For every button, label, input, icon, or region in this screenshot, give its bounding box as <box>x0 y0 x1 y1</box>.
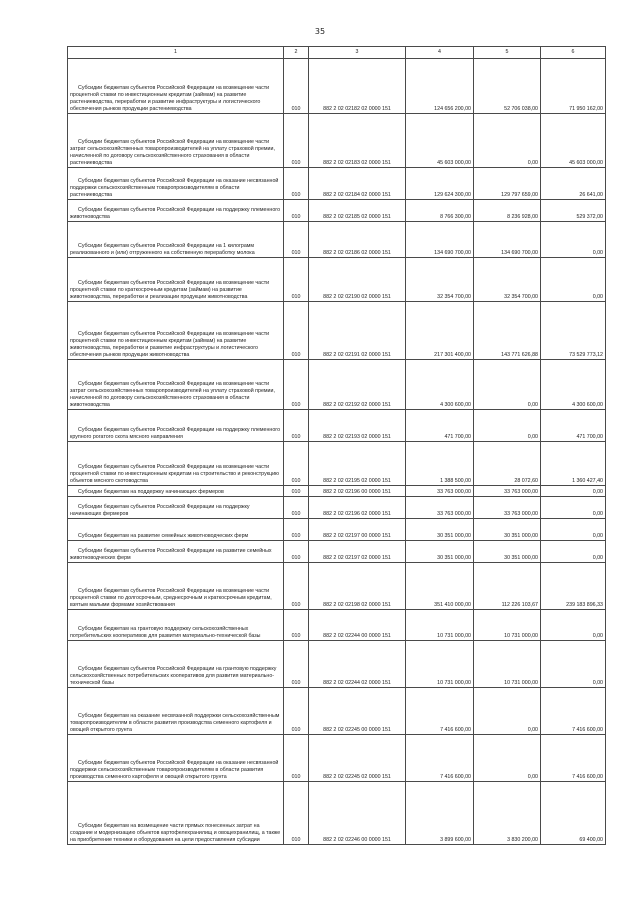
budget-code-cell: 882 2 02 02186 02 0000 151 <box>309 222 406 258</box>
planned-amount-cell: 10 731 000,00 <box>406 641 474 688</box>
budget-code-cell: 882 2 02 02245 00 0000 151 <box>309 688 406 735</box>
remaining-amount-cell: 0,00 <box>541 222 606 258</box>
subsidy-name-cell: Субсидии бюджетам на возмещение части прямых понесенных затрат на создание и модернизацию объектов картофелехранилищ и овощехранилищ, а также на приобретение техники и оборудования на цели предоставления субсидии <box>68 782 284 845</box>
planned-amount-cell: 45 603 000,00 <box>406 114 474 168</box>
subsidy-name-cell: Субсидии бюджетам на развитие семейных животноводческих ферм <box>68 519 284 541</box>
budget-code-cell: 882 2 02 02195 02 0000 151 <box>309 442 406 486</box>
executed-amount-cell: 0,00 <box>474 410 541 442</box>
remaining-amount-cell: 0,00 <box>541 258 606 302</box>
budget-code-cell: 882 2 02 02190 02 0000 151 <box>309 258 406 302</box>
planned-amount-cell: 217 301 400,00 <box>406 302 474 360</box>
subsidy-name-cell: Субсидии бюджетам субъектов Российской Федерации на возмещение части процентной ставки по инвестиционным кредитам (займам) на развитие животноводства, переработки и развитие инфраструктуры и логистического обеспечения рынков продукции животноводства <box>68 302 284 360</box>
planned-amount-cell: 129 624 300,00 <box>406 168 474 200</box>
table-row <box>68 688 606 735</box>
table-row <box>68 222 606 258</box>
subsidy-name-cell: Субсидии бюджетам субъектов Российской Федерации на поддержку племенного животноводства <box>68 200 284 222</box>
line-code-cell: 010 <box>284 442 309 486</box>
line-code-cell: 010 <box>284 410 309 442</box>
table-row <box>68 735 606 782</box>
planned-amount-cell: 33 763 000,00 <box>406 486 474 497</box>
budget-table <box>67 46 606 845</box>
line-code-cell: 010 <box>284 541 309 563</box>
planned-amount-cell: 3 899 600,00 <box>406 782 474 845</box>
planned-amount-cell: 33 763 000,00 <box>406 497 474 519</box>
table-row <box>68 59 606 114</box>
subsidy-name-cell: Субсидии бюджетам субъектов Российской Федерации на грантовую поддержку сельскохозяйственных потребительских кооперативов для развития материально-технической базы <box>68 641 284 688</box>
table-row <box>68 641 606 688</box>
subsidy-name-cell: Субсидии бюджетам субъектов Российской Федерации на оказание несвязанной поддержки сельскохозяйственным товаропроизводителям в области развития производства семенного картофеля и овощей открытого грунта <box>68 735 284 782</box>
remaining-amount-cell: 71 950 162,00 <box>541 59 606 114</box>
line-code-cell: 010 <box>284 688 309 735</box>
subsidy-name-cell: Субсидии бюджетам субъектов Российской Федерации на возмещение части процентной ставки по краткосрочным кредитам (займам) на развитие животноводства, переработки и реализации продукции животноводства <box>68 258 284 302</box>
line-code-cell: 010 <box>284 302 309 360</box>
table-row <box>68 610 606 641</box>
column-header: 5 <box>474 47 541 59</box>
executed-amount-cell: 112 226 103,67 <box>474 563 541 610</box>
budget-code-cell: 882 2 02 02196 02 0000 151 <box>309 497 406 519</box>
executed-amount-cell: 0,00 <box>474 735 541 782</box>
remaining-amount-cell: 0,00 <box>541 497 606 519</box>
line-code-cell: 010 <box>284 360 309 410</box>
line-code-cell: 010 <box>284 782 309 845</box>
table-row <box>68 258 606 302</box>
planned-amount-cell: 30 351 000,00 <box>406 541 474 563</box>
budget-code-cell: 882 2 02 02182 02 0000 151 <box>309 59 406 114</box>
remaining-amount-cell: 0,00 <box>541 641 606 688</box>
table-row <box>68 168 606 200</box>
budget-code-cell: 882 2 02 02198 02 0000 151 <box>309 563 406 610</box>
column-header: 2 <box>284 47 309 59</box>
remaining-amount-cell: 73 529 773,12 <box>541 302 606 360</box>
line-code-cell: 010 <box>284 114 309 168</box>
budget-code-cell: 882 2 02 02197 00 0000 151 <box>309 519 406 541</box>
remaining-amount-cell: 4 300 600,00 <box>541 360 606 410</box>
planned-amount-cell: 7 416 600,00 <box>406 688 474 735</box>
planned-amount-cell: 471 700,00 <box>406 410 474 442</box>
planned-amount-cell: 30 351 000,00 <box>406 519 474 541</box>
remaining-amount-cell: 7 416 600,00 <box>541 735 606 782</box>
budget-code-cell: 882 2 02 02191 02 0000 151 <box>309 302 406 360</box>
line-code-cell: 010 <box>284 222 309 258</box>
subsidy-name-cell: Субсидии бюджетам субъектов Российской Федерации на оказание несвязанной поддержки сельскохозяйственным товаропроизводителям в области растениеводства <box>68 168 284 200</box>
executed-amount-cell: 52 706 038,00 <box>474 59 541 114</box>
subsidy-name-cell: Субсидии бюджетам субъектов Российской Федерации на возмещение части затрат сельскохозяйственных товаропроизводителей на уплату страховой премии, начисленной по договору сельскохозяйственного страхования в области животноводства <box>68 360 284 410</box>
remaining-amount-cell: 1 360 427,40 <box>541 442 606 486</box>
executed-amount-cell: 33 763 000,00 <box>474 497 541 519</box>
remaining-amount-cell: 69 400,00 <box>541 782 606 845</box>
executed-amount-cell: 143 771 626,88 <box>474 302 541 360</box>
budget-code-cell: 882 2 02 02184 02 0000 151 <box>309 168 406 200</box>
executed-amount-cell: 8 236 928,00 <box>474 200 541 222</box>
executed-amount-cell: 0,00 <box>474 114 541 168</box>
table-row <box>68 114 606 168</box>
planned-amount-cell: 10 731 000,00 <box>406 610 474 641</box>
subsidy-name-cell: Субсидии бюджетам субъектов Российской Федерации на возмещение части процентной ставки по инвестиционным кредитам на строительство и реконструкцию объектов мясного скотоводства <box>68 442 284 486</box>
executed-amount-cell: 0,00 <box>474 360 541 410</box>
planned-amount-cell: 32 354 700,00 <box>406 258 474 302</box>
remaining-amount-cell: 239 183 896,33 <box>541 563 606 610</box>
table-row <box>68 519 606 541</box>
column-header: 4 <box>406 47 474 59</box>
subsidy-name-cell: Субсидии бюджетам субъектов Российской Федерации на возмещение части процентной ставки по инвестиционным кредитам (займам) на развитие растениеводства, переработки и развитие инфраструктуры и логистического обеспечения рынков продукции растениеводства <box>68 59 284 114</box>
line-code-cell: 010 <box>284 168 309 200</box>
remaining-amount-cell: 0,00 <box>541 541 606 563</box>
remaining-amount-cell: 0,00 <box>541 486 606 497</box>
planned-amount-cell: 124 656 200,00 <box>406 59 474 114</box>
budget-code-cell: 882 2 02 02185 02 0000 151 <box>309 200 406 222</box>
executed-amount-cell: 129 797 659,00 <box>474 168 541 200</box>
budget-code-cell: 882 2 02 02244 00 0000 151 <box>309 610 406 641</box>
table-row <box>68 563 606 610</box>
budget-code-cell: 882 2 02 02196 00 0000 151 <box>309 486 406 497</box>
subsidy-name-cell: Субсидии бюджетам субъектов Российской Федерации на развитие семейных животноводческих ферм <box>68 541 284 563</box>
executed-amount-cell: 30 351 000,00 <box>474 519 541 541</box>
executed-amount-cell: 10 731 000,00 <box>474 641 541 688</box>
remaining-amount-cell: 0,00 <box>541 610 606 641</box>
remaining-amount-cell: 26 641,00 <box>541 168 606 200</box>
budget-code-cell: 882 2 02 02183 02 0000 151 <box>309 114 406 168</box>
table-row <box>68 782 606 845</box>
line-code-cell: 010 <box>284 641 309 688</box>
remaining-amount-cell: 0,00 <box>541 519 606 541</box>
executed-amount-cell: 28 072,60 <box>474 442 541 486</box>
line-code-cell: 010 <box>284 258 309 302</box>
executed-amount-cell: 32 354 700,00 <box>474 258 541 302</box>
line-code-cell: 010 <box>284 497 309 519</box>
line-code-cell: 010 <box>284 200 309 222</box>
column-header: 1 <box>68 47 284 59</box>
line-code-cell: 010 <box>284 610 309 641</box>
table-row <box>68 302 606 360</box>
column-header: 6 <box>541 47 606 59</box>
subsidy-name-cell: Субсидии бюджетам субъектов Российской Федерации на поддержку начинающих фермеров <box>68 497 284 519</box>
table-row <box>68 200 606 222</box>
executed-amount-cell: 0,00 <box>474 688 541 735</box>
table-row <box>68 541 606 563</box>
executed-amount-cell: 33 763 000,00 <box>474 486 541 497</box>
planned-amount-cell: 8 766 300,00 <box>406 200 474 222</box>
subsidy-name-cell: Субсидии бюджетам на оказание несвязанной поддержки сельскохозяйственным товаропроизводителям в области развития производства семенного картофеля и овощей открытого грунта <box>68 688 284 735</box>
budget-code-cell: 882 2 02 02244 02 0000 151 <box>309 641 406 688</box>
planned-amount-cell: 7 416 600,00 <box>406 735 474 782</box>
subsidy-name-cell: Субсидии бюджетам на грантовую поддержку сельскохозяйственных потребительских кооперативов для развития материально-технической базы <box>68 610 284 641</box>
line-code-cell: 010 <box>284 519 309 541</box>
table-row <box>68 442 606 486</box>
subsidy-name-cell: Субсидии бюджетам субъектов Российской Федерации на 1 килограмм реализованного и (или) отгруженного на собственную переработку молока <box>68 222 284 258</box>
column-header: 3 <box>309 47 406 59</box>
executed-amount-cell: 10 731 000,00 <box>474 610 541 641</box>
budget-code-cell: 882 2 02 02197 02 0000 151 <box>309 541 406 563</box>
budget-code-cell: 882 2 02 02193 02 0000 151 <box>309 410 406 442</box>
executed-amount-cell: 30 351 000,00 <box>474 541 541 563</box>
line-code-cell: 010 <box>284 486 309 497</box>
subsidy-name-cell: Субсидии бюджетам субъектов Российской Федерации на поддержку племенного крупного рогатого скота мясного направления <box>68 410 284 442</box>
table-body <box>68 59 606 845</box>
line-code-cell: 010 <box>284 59 309 114</box>
planned-amount-cell: 351 410 000,00 <box>406 563 474 610</box>
page-number: 35 <box>314 27 326 36</box>
remaining-amount-cell: 7 416 600,00 <box>541 688 606 735</box>
budget-code-cell: 882 2 02 02245 02 0000 151 <box>309 735 406 782</box>
subsidy-name-cell: Субсидии бюджетам субъектов Российской Федерации на возмещение части затрат сельскохозяйственных товаропроизводителей на уплату страховой премии, начисленной по договору сельскохозяйственного страхования в области растениеводства <box>68 114 284 168</box>
planned-amount-cell: 1 388 500,00 <box>406 442 474 486</box>
planned-amount-cell: 4 300 600,00 <box>406 360 474 410</box>
table-row <box>68 497 606 519</box>
remaining-amount-cell: 471 700,00 <box>541 410 606 442</box>
table-row <box>68 410 606 442</box>
remaining-amount-cell: 45 603 000,00 <box>541 114 606 168</box>
line-code-cell: 010 <box>284 735 309 782</box>
executed-amount-cell: 3 830 200,00 <box>474 782 541 845</box>
remaining-amount-cell: 529 372,00 <box>541 200 606 222</box>
table-row <box>68 360 606 410</box>
table-row <box>68 486 606 497</box>
planned-amount-cell: 134 690 700,00 <box>406 222 474 258</box>
column-number-header-row <box>68 47 606 59</box>
budget-code-cell: 882 2 02 02246 00 0000 151 <box>309 782 406 845</box>
subsidy-name-cell: Субсидии бюджетам на поддержку начинающих фермеров <box>68 486 284 497</box>
budget-code-cell: 882 2 02 02192 02 0000 151 <box>309 360 406 410</box>
subsidy-name-cell: Субсидии бюджетам субъектов Российской Федерации на возмещение части процентной ставки по долгосрочным, среднесрочным и краткосрочным кредитам, взятым малыми формами хозяйствования <box>68 563 284 610</box>
line-code-cell: 010 <box>284 563 309 610</box>
executed-amount-cell: 134 690 700,00 <box>474 222 541 258</box>
